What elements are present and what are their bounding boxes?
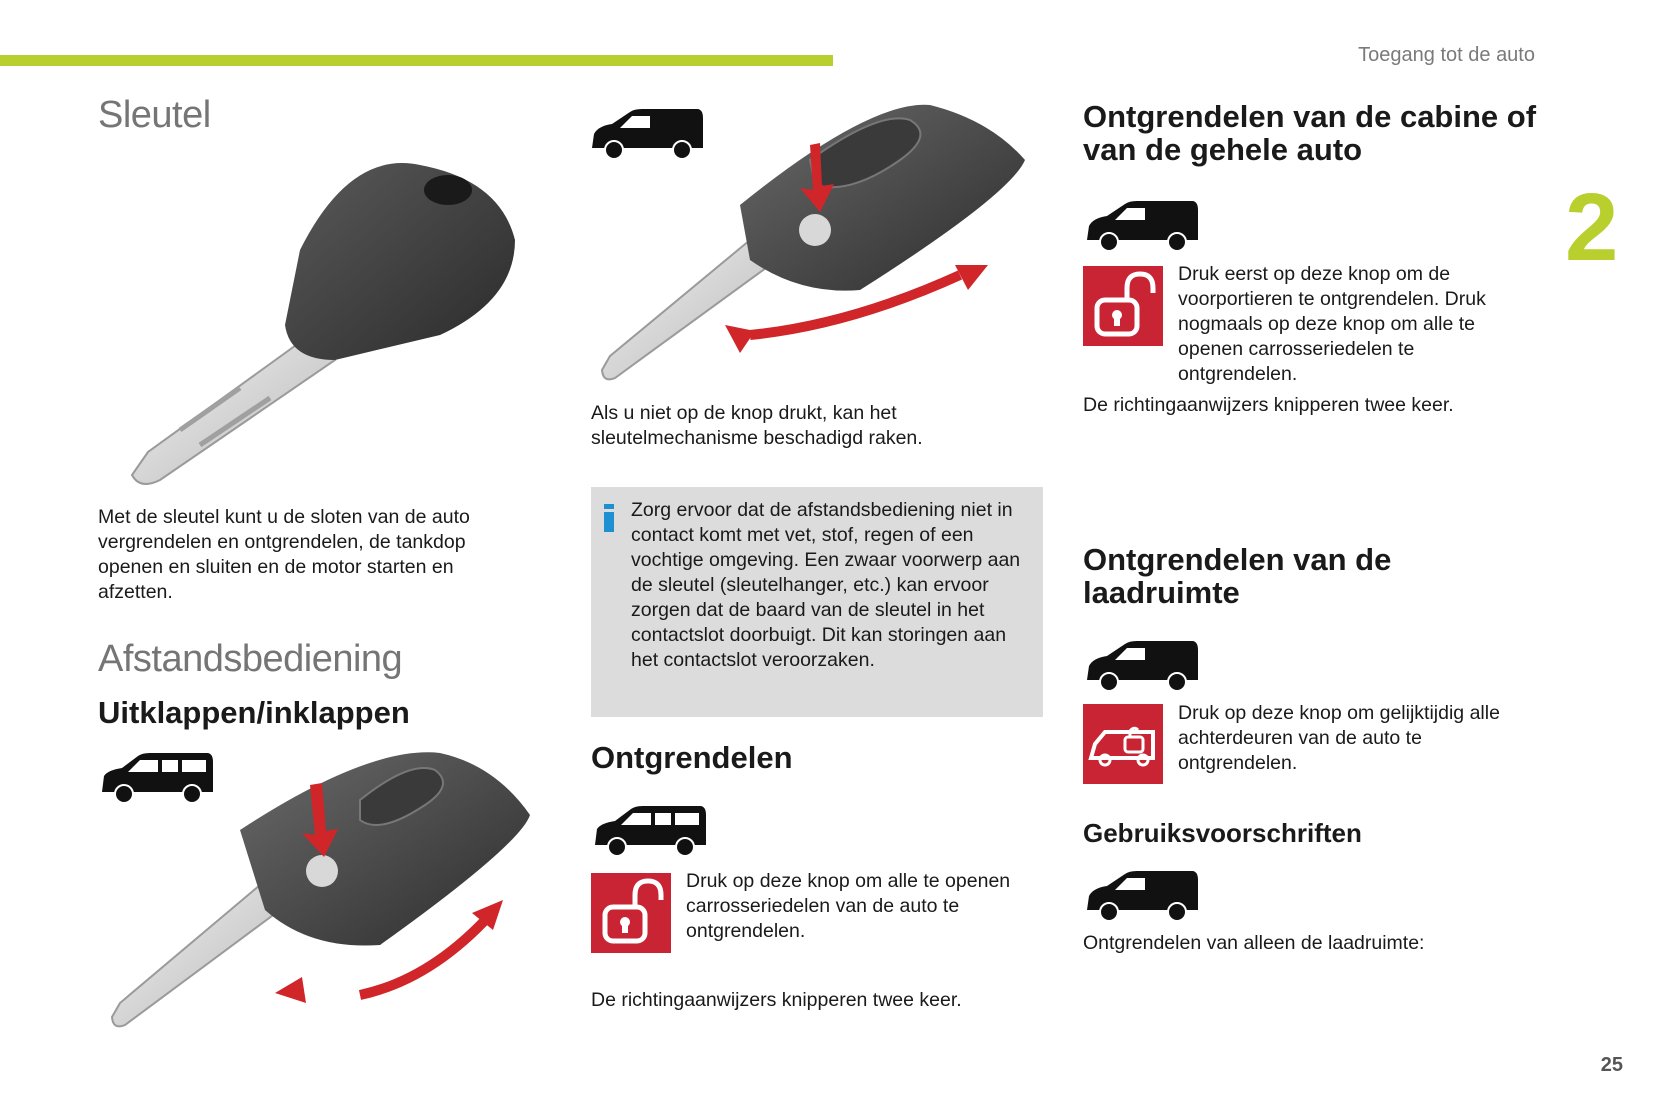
uitklappen-title: Uitklappen/inklappen xyxy=(98,695,410,730)
van-icon xyxy=(1085,870,1200,922)
laadruimte-title: Ontgrendelen van de laadruimte xyxy=(1083,542,1392,610)
unlock-icon xyxy=(591,873,671,953)
gebruik-text: Ontgrendelen van alleen de laadruimte: xyxy=(1083,932,1425,954)
key-icon xyxy=(120,160,530,500)
afstandsbediening-title: Afstandsbediening xyxy=(98,638,403,680)
unlock-icon xyxy=(1083,266,1163,346)
cabine-title: Ontgrendelen van de cabine of van de gehele auto xyxy=(1083,99,1537,167)
blink-text: De richtingaanwijzers knipperen twee keer. xyxy=(591,989,962,1011)
van-icon xyxy=(1085,640,1200,692)
cabine-text: Druk eerst op deze knop om de voorportieren te ontgrendelen. Druk nogmaals op deze knop om alle te openen carrosseriedelen te ontgrendelen. xyxy=(1178,263,1486,385)
section-title: Toegang tot de auto xyxy=(1358,44,1535,66)
header-accent-bar xyxy=(0,55,833,66)
sleutel-description: Met de sleutel kunt u de sloten van de auto vergrendelen en ontgrendelen, de tankdop openen en sluiten en de motor starten en afzetten. xyxy=(98,506,470,603)
cabine-blink-text: De richtingaanwijzers knipperen twee keer. xyxy=(1083,394,1454,416)
info-text: Zorg ervoor dat de afstandsbediening niet in contact komt met vet, stof, regen of een vochtige omgeving. Een zwaar voorwerp aan de sleutel (sleutelhanger, etc.) kan ervoor zorgen dat de baard van de sleutel in het contactslot doorbuigt. Dit kan storingen aan het contactslot veroorzaken. xyxy=(631,499,1021,671)
gebruiksvoorschriften-title: Gebruiksvoorschriften xyxy=(1083,818,1362,848)
sleutel-title: Sleutel xyxy=(98,94,211,136)
van-icon xyxy=(593,805,708,857)
info-icon xyxy=(604,504,614,532)
flip-key-icon xyxy=(110,745,540,1035)
ontgrendelen-title: Ontgrendelen xyxy=(591,740,793,775)
mechanism-note: Als u niet op de knop drukt, kan het sleutelmechanisme beschadigd raken. xyxy=(591,402,923,449)
van-icon xyxy=(1085,200,1200,252)
chapter-number: 2 xyxy=(1565,174,1619,281)
cargo-unlock-icon xyxy=(1083,704,1163,784)
laadruimte-text: Druk op deze knop om gelijktijdig alle achterdeuren van de auto te ontgrendelen. xyxy=(1178,702,1500,774)
ontgrendelen-text: Druk op deze knop om alle te openen carrosseriedelen van de auto te ontgrendelen. xyxy=(686,870,1011,942)
page-number: 25 xyxy=(1600,1054,1623,1076)
flip-key-icon xyxy=(600,100,1030,390)
